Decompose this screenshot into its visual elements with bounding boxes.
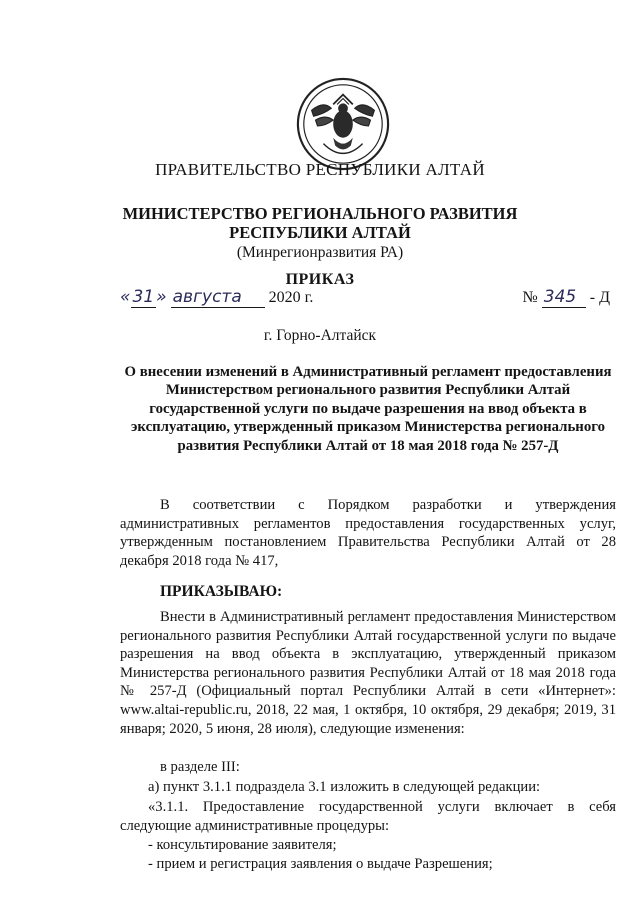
bullet-registration: - прием и регистрация заявления о выдаче Разрешения; <box>148 856 493 872</box>
preamble-paragraph: В соответствии с Порядком разработки и утверждения административных регламентов предоставления государственных услуг, утвержденным постановлением Правительства Республики Алтай от 28 декабря 2018 года № 417, <box>120 497 616 569</box>
main-paragraph: Внести в Административный регламент предоставления Министерством регионального развития Республики Алтай государственной услуги по выдаче разрешения на ввод объекта в эксплуатацию, утвержденный приказом Министерства регионального развития Республики Алтай от 18 мая 2018 года № 257-Д (Официальный портал Республики Алтай в сети «Интернет»: www.altai-republic.ru, 2018, 22 мая, 1 октября, 10 октября, 29 декабря; 2019, 31 января; 2020, 5 июня, 28 июля), следующие изменения: <box>120 609 616 737</box>
ministry-name-line1: МИНИСТЕРСТВО РЕГИОНАЛЬНОГО РАЗВИТИЯ <box>122 204 518 223</box>
order-subject: О внесении изменений в Административный регламент предоставления Министерством регионального развития Республики Алтай государственной услуги по выдаче разрешения на ввод объекта в эксплуатацию, утвержденный приказом Министерства регионального развития Республики Алтай от 18 мая 2018 года № 257-Д <box>124 364 612 454</box>
date-close-quote: » <box>156 287 167 307</box>
bullet-consulting: - консультирование заявителя; <box>148 837 337 853</box>
order-number <box>522 287 610 308</box>
item-a-line: а) пункт 3.1.1 подраздела 3.1 изложить в следующей редакции: <box>148 779 541 795</box>
order-date <box>120 287 313 308</box>
date-month: августа <box>171 287 265 308</box>
ministry-name-line2: РЕСПУБЛИКИ АЛТАЙ <box>229 223 411 242</box>
coat-of-arms-emblem <box>294 75 392 173</box>
government-name: ПРАВИТЕЛЬСТВО РЕСПУБЛИКИ АЛТАЙ <box>155 160 485 179</box>
section-line: в разделе III: <box>160 759 240 775</box>
ministry-short-name: (Минрегионразвития РА) <box>236 244 404 261</box>
order-title: ПРИКАЗ <box>285 271 355 288</box>
number-value: 345 <box>542 287 586 308</box>
clause-paragraph: «3.1.1. Предоставление государственной услуги включает в себя следующие административные процедуры: <box>120 799 616 834</box>
date-year: 2020 г. <box>264 289 314 306</box>
number-suffix: - Д <box>589 289 610 306</box>
number-prefix: № <box>522 289 538 306</box>
date-day: 31 <box>132 287 155 307</box>
date-open-quote: « <box>120 287 131 307</box>
order-city: г. Горно-Алтайск <box>263 327 377 344</box>
order-word: ПРИКАЗЫВАЮ: <box>160 583 283 600</box>
